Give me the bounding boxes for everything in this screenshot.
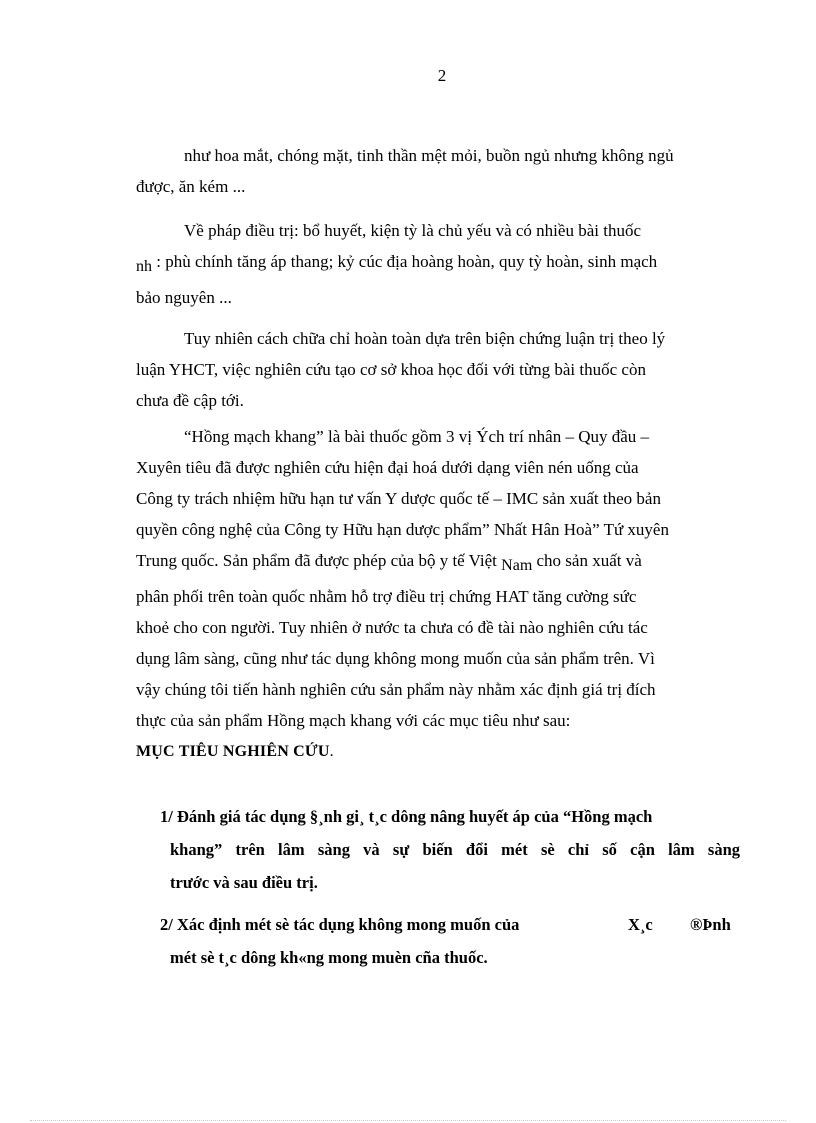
p3-line-1: Tuy nhiên cách chữa chỉ hoàn toàn dựa trên biện chứng luận trị theo lý (184, 329, 666, 348)
objective-2-line-1a: Xác định mét sè tác dụng không mong muốn của (176, 915, 520, 934)
p2-line-1: Về pháp điều trị: bổ huyết, kiện tỳ là chủ yếu và có nhiều bài thuốc (184, 221, 641, 240)
objective-1-line-1: Đánh giá tác dụng §¸nh gi¸ t¸c dông nâng huyết áp của “Hồng mạch (176, 807, 653, 826)
p3-line-2: luận YHCT, việc nghiên cứu tạo cơ sở khoa học đối với từng bài thuốc còn (136, 360, 646, 379)
paragraph-1 (136, 140, 739, 202)
p4-line-10: thực của sản phẩm Hồng mạch khang với các mục tiêu như sau: (136, 711, 571, 730)
objective-2-line-2: mét sè t¸c dông kh«ng mong muèn cña thuốc. (170, 948, 488, 967)
objective-2-line-1c: ®Þnh (690, 915, 731, 934)
p4-line-2: Xuyên tiêu đã được nghiên cứu hiện đại hoá dưới dạng viên nén uống của (136, 458, 639, 477)
section-heading (136, 743, 334, 761)
p4-line-1: “Hồng mạch khang” là bài thuốc gồm 3 vị Ých trí nhân – Quy đầu – (184, 427, 650, 446)
objective-2-number: 2/ (160, 915, 173, 934)
objective-2-line-1b: X¸c (628, 915, 653, 934)
p2-line-3: bảo nguyên ... (136, 288, 232, 307)
p4-line-3: Công ty trách nhiệm hữu hạn tư vấn Y dược quốc tế – IMC sản xuất theo bản (136, 489, 661, 508)
heading-dot: . (329, 743, 334, 760)
objective-1 (160, 800, 740, 899)
page-number: 2 (437, 66, 447, 85)
p2-line-2: : phù chính tăng áp thang; kỷ cúc địa hoàng hoàn, quy tỳ hoàn, sinh mạch (152, 252, 658, 271)
p4-line-4: quyền công nghệ của Công ty Hữu hạn dược phẩm” Nhất Hân Hoà” Tứ xuyên (136, 520, 669, 539)
p4-line-6: phân phối trên toàn quốc nhằm hỗ trợ điều trị chứng HAT tăng cường sức (136, 587, 637, 606)
p4-subscript: Nam (501, 557, 533, 574)
p4-line-9: vậy chúng tôi tiến hành nghiên cứu sản phẩm này nhằm xác định giá trị đích (136, 680, 656, 699)
p4-line-8: dụng lâm sàng, cũng như tác dụng không mong muốn của sản phẩm trên. Vì (136, 649, 655, 668)
p4-line-5b: cho sản xuất và (532, 551, 642, 570)
p3-line-3: chưa đề cập tới. (136, 391, 244, 410)
p4-line-7: khoẻ cho con người. Tuy nhiên ở nước ta chưa có đề tài nào nghiên cứu tác (136, 618, 648, 637)
objective-1-line-2: khang” trên lâm sàng và sự biến đổi mét sè chỉ số cận lâm sàng (170, 840, 740, 859)
paragraph-4 (136, 421, 739, 736)
objective-2 (160, 908, 740, 974)
p1-line-2: được, ăn kém ... (136, 177, 246, 196)
objective-1-line-3: trước và sau điều trị. (170, 873, 318, 892)
p4-line-5a: Trung quốc. Sản phẩm đã được phép của bộ y tế Việt (136, 551, 502, 570)
page-bottom-rule (30, 1120, 786, 1121)
p1-line-1: như hoa mắt, chóng mặt, tinh thần mệt mỏi, buồn ngủ nhưng không ngủ (184, 146, 674, 165)
paragraph-2 (136, 215, 739, 313)
objective-1-number: 1/ (160, 807, 173, 826)
paragraph-3 (136, 323, 739, 416)
heading-text: MỤC TIÊU NGHIÊN CỨU (136, 743, 330, 760)
p2-subscript: nh (136, 258, 152, 275)
